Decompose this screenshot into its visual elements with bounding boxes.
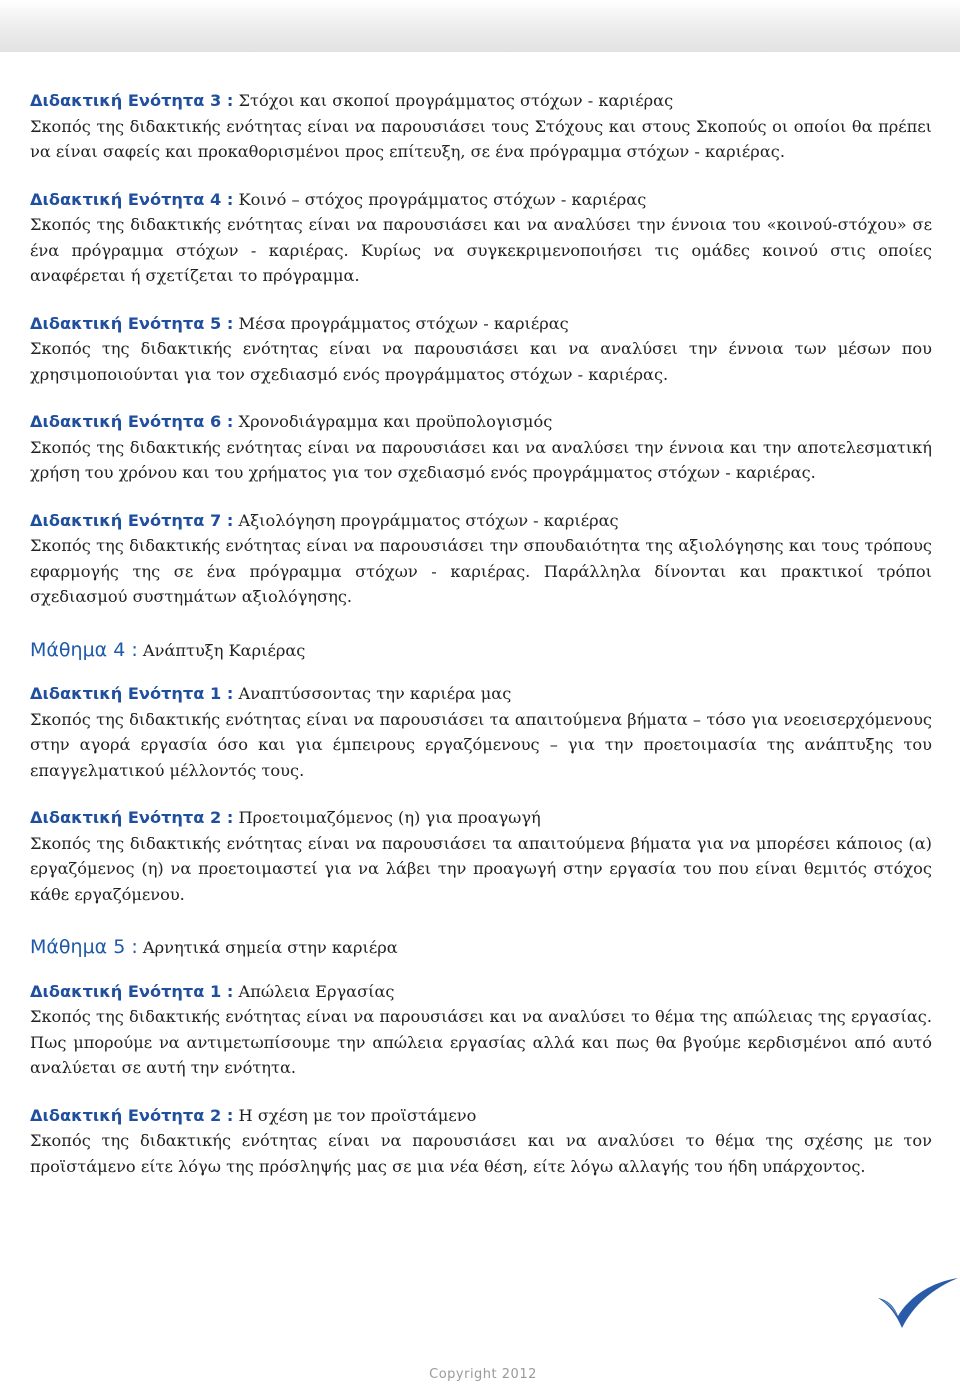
lesson-name: Αρνητικά σημεία στην καριέρα <box>137 938 398 957</box>
unit-block <box>30 681 932 783</box>
unit-description: Σκοπός της διδακτικής ενότητας είναι να παρουσιάσει την σπουδαιότητα της αξιολόγησης και τους τρόπους εφαρμογής της σε ένα πρόγραμμα στόχων - καριέρας. Παράλληλα δίνονται και πρακτικοί τρόποι σχεδιασμού συστημάτων αξιολόγησης. <box>30 536 932 606</box>
unit-heading <box>30 1103 932 1129</box>
unit-name: Χρονοδιάγραμμα και προϋπολογισμός <box>233 412 553 431</box>
unit-heading <box>30 311 932 337</box>
unit-description: Σκοπός της διδακτικής ενότητας είναι να παρουσιάσει και να αναλύσει το θέμα της σχέσης με τον προϊστάμενο είτε λόγω της πρόσληψής μας σε μια νέα θέση, είτε λόγω αλλαγής του ήδη υπάρχοντος. <box>30 1131 932 1176</box>
unit-description: Σκοπός της διδακτικής ενότητας είναι να παρουσιάσει και να αναλύσει το θέμα της απώλειας της εργασίας. Πως μπορούμε να αντιμετωπίσουμε την απώλεια εργασίας αλλά και πως θα βγούμε κερδισμένοι από αυτό αναλύεται σε αυτή την ενότητα. <box>30 1007 932 1077</box>
unit-description: Σκοπός της διδακτικής ενότητας είναι να παρουσιάσει και να αναλύσει την έννοια των μέσων που χρησιμοποιούνται για τον σχεδιασμό ενός προγράμματος στόχων - καριέρας. <box>30 339 932 384</box>
unit-name: Αξιολόγηση προγράμματος στόχων - καριέρας <box>233 510 619 530</box>
unit-description: Σκοπός της διδακτικής ενότητας είναι να παρουσιάσει και να αναλύσει την έννοια του «κοινού-στόχου» σε ένα πρόγραμμα στόχων - καριέρας. Κυρίως να συγκεκριμενοποιήσει τις ομάδες κοινού στις οποίες αναφέρεται ή σχετίζεται το πρόγραμμα. <box>30 215 932 285</box>
unit-description: Σκοπός της διδακτικής ενότητας είναι να παρουσιάσει τους Στόχους και στους Σκοπούς οι οποίοι θα πρέπει να είναι σαφείς και προκαθορισμένοι προς επίτευξη, σε ένα πρόγραμμα στόχων - καριέρας. <box>30 116 932 161</box>
unit-label: Διδακτική Ενότητα 1 : <box>30 981 234 1001</box>
lesson-heading <box>30 638 932 664</box>
lesson-heading <box>30 935 932 961</box>
unit-label: Διδακτική Ενότητα 4 : <box>30 189 234 209</box>
unit-label: Διδακτική Ενότητα 7 : <box>30 510 234 530</box>
unit-heading <box>30 187 932 213</box>
unit-label: Διδακτική Ενότητα 3 : <box>30 91 234 110</box>
unit-name: Κοινό – στόχος προγράμματος στόχων - καριέρας <box>233 189 647 209</box>
unit-block <box>30 508 932 610</box>
unit-block <box>30 187 932 289</box>
unit-label: Διδακτική Ενότητα 6 : <box>30 412 234 431</box>
unit-label: Διδακτική Ενότητα 2 : <box>30 1105 234 1125</box>
unit-label: Διδακτική Ενότητα 1 : <box>30 684 234 703</box>
copyright-text: Copyright 2012 <box>429 1367 537 1382</box>
lesson-label: Μάθημα 4 : <box>30 638 138 661</box>
unit-block <box>30 805 932 907</box>
unit-description: Σκοπός της διδακτικής ενότητας είναι να παρουσιάσει και να αναλύσει την έννοια και την αποτελεσματική χρήση του χρόνου και του χρήματος για τον σχεδιασμό ενός προγράμματος στόχων - καριέρας. <box>30 437 932 482</box>
unit-heading <box>30 979 932 1005</box>
lesson-label: Μάθημα 5 : <box>30 936 138 958</box>
unit-heading <box>30 508 932 534</box>
unit-block <box>30 409 932 486</box>
unit-name: Απώλεια Εργασίας <box>233 981 395 1001</box>
header-band <box>0 0 960 52</box>
unit-heading <box>30 88 932 114</box>
checkmark-swoosh-logo-icon <box>874 1276 960 1334</box>
document-body <box>30 88 932 1201</box>
unit-description: Σκοπός της διδακτικής ενότητας είναι να παρουσιάσει τα απαιτούμενα βήματα για να μπορέσει κάποιος (α) εργαζόμενος (η) να προετοιμαστεί για να λάβει την προαγωγή στην εργασία του που είναι θεμιτός στόχος κάθε εργαζόμενου. <box>30 833 932 904</box>
unit-description: Σκοπός της διδακτικής ενότητας είναι να παρουσιάσει τα απαιτούμενα βήματα – τόσο για νεοεισερχόμενους στην αγορά εργασία όσο και για έμπειρους εργαζόμενους – για την προετοιμασία της ανάπτυξης του επαγγελματικού μέλλοντός τους. <box>30 709 932 780</box>
unit-block <box>30 311 932 388</box>
unit-name: Μέσα προγράμματος στόχων - καριέρας <box>233 313 569 333</box>
unit-name: Αναπτύσσοντας την καριέρα μας <box>233 684 512 703</box>
unit-name: Προετοιμαζόμενος (η) για προαγωγή <box>233 808 541 827</box>
unit-heading <box>30 409 932 435</box>
unit-heading <box>30 681 932 707</box>
unit-block <box>30 979 932 1081</box>
unit-block <box>30 1103 932 1180</box>
unit-label: Διδακτική Ενότητα 5 : <box>30 313 234 333</box>
unit-name: Η σχέση με τον προϊστάμενο <box>233 1105 477 1125</box>
unit-block <box>30 88 932 165</box>
unit-name: Στόχοι και σκοποί προγράμματος στόχων - καριέρας <box>233 91 674 110</box>
unit-heading <box>30 805 932 831</box>
lesson-name: Ανάπτυξη Καριέρας <box>137 640 306 660</box>
unit-label: Διδακτική Ενότητα 2 : <box>30 808 234 827</box>
